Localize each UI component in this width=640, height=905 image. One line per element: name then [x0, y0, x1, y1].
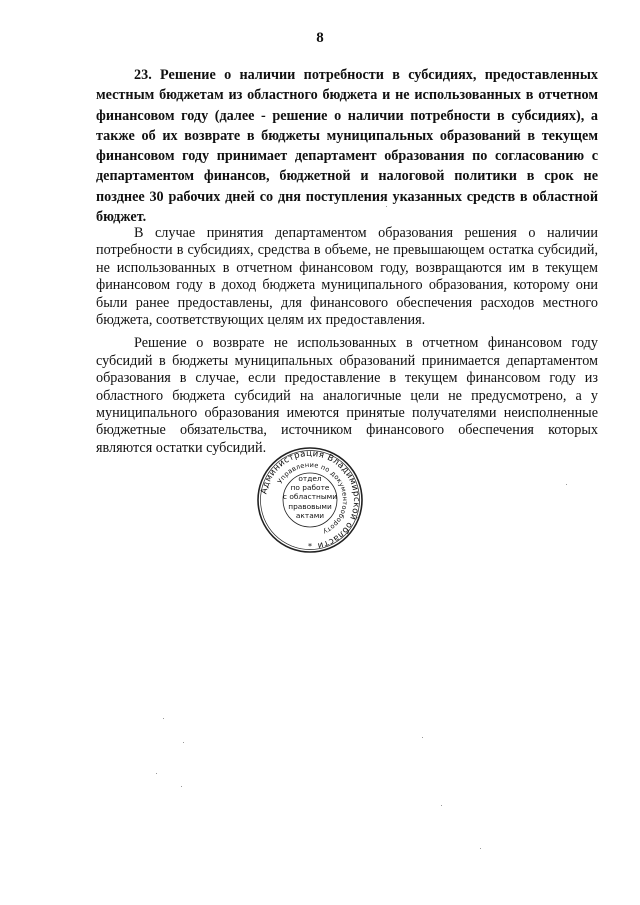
stamp-center-text	[256, 474, 364, 520]
scan-speck	[386, 206, 387, 207]
stamp-line: актами	[295, 510, 325, 520]
stamp-outer-text: Администрация Владимирской области	[259, 448, 362, 551]
body-text	[96, 225, 598, 463]
stamp-line: с областными	[282, 492, 338, 502]
scan-speck	[181, 786, 182, 787]
scan-speck	[566, 484, 567, 485]
scan-speck	[183, 742, 184, 743]
official-stamp	[256, 446, 364, 554]
stamp-line: отдел	[298, 474, 322, 483]
scan-speck	[422, 737, 423, 738]
page-number: 8	[316, 30, 324, 46]
paragraph-1: В случае принятия департаментом образования решения о наличии потребности в субсидиях, средства в объеме, не превышающем остатка субсидий, не использованных в отчетном финансовом году, возвращаются им в текущем финансовом году в доход бюджета муниципального образования, которому они были ранее предоставлены, для финансового обеспечения расходов местного бюджета, соответствующих целям их предоставления.	[96, 225, 598, 329]
stamp-inner-text: Управление по документообороту	[275, 460, 350, 536]
scan-speck	[480, 848, 481, 849]
scan-speck	[163, 718, 164, 719]
paragraph-2: Решение о возврате не использованных в отчетном финансовом году субсидий в бюджеты муниципальных образований принимается департаментом образования в случае, если предоставление в текущем финансовом году из областного бюджета субсидий на аналогичные цели не предусмотрено, а у муниципального образования имеются принятые получателями неисполненные бюджетные обязательства, источником финансового обеспечения которых являются остатки субсидий.	[96, 335, 598, 456]
scan-speck	[441, 805, 442, 806]
scan-speck	[156, 773, 157, 774]
stamp-line: по работе	[290, 483, 330, 493]
clause-23-text: 23. Решение о наличии потребности в субсидиях, предоставленных местным бюджетам из областного бюджета и не использованных в отчетном финансовом году (далее - решение о наличии потребности в субсидиях), а также об их возврате в бюджеты муниципальных образований в текущем финансовом году принимает департамент образования по согласованию с департаментом финансов, бюджетной и налоговой политики в срок не позднее 30 рабочих дней со дня поступления указанных средств в областной бюджет.	[96, 67, 598, 226]
clause-23	[96, 65, 598, 227]
stamp-line: правовыми	[288, 501, 332, 511]
stamp-star: *	[308, 542, 312, 551]
